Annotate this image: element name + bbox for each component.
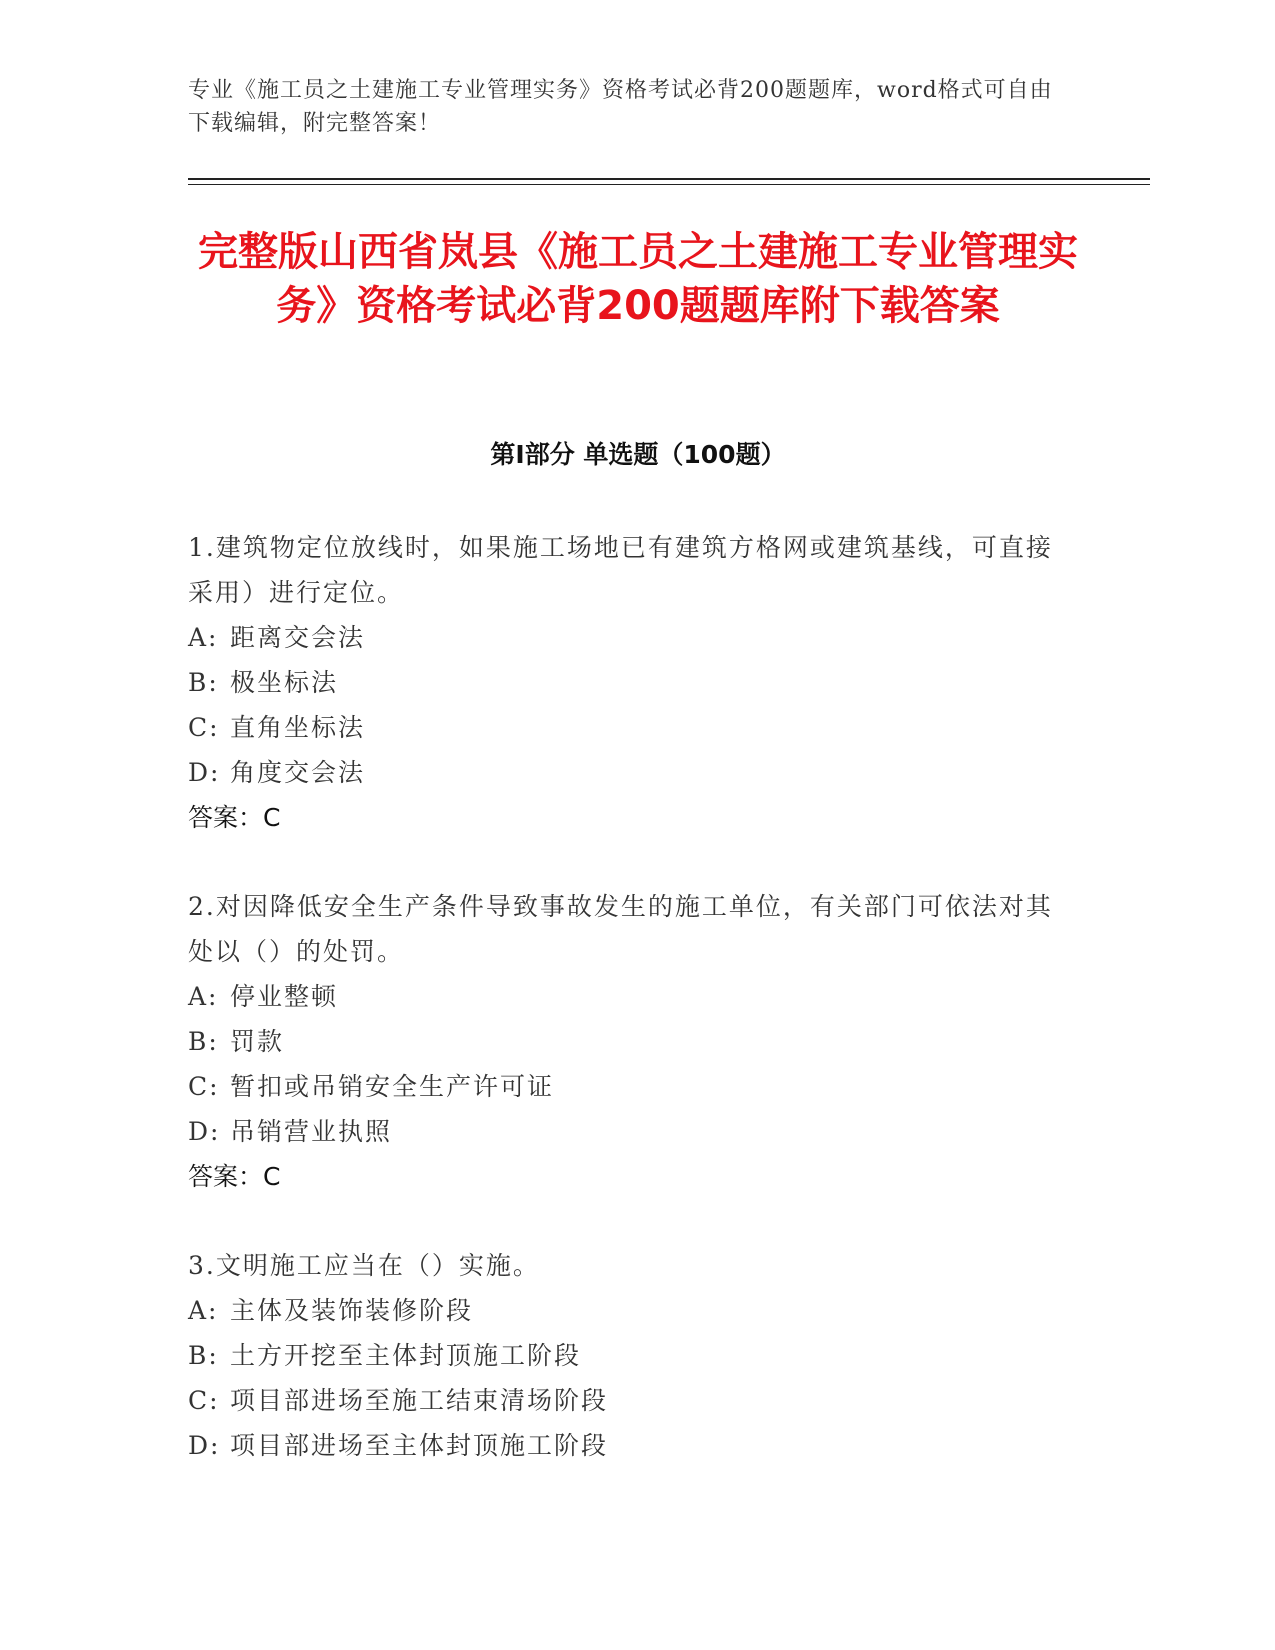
question-3: [188, 1243, 1068, 1468]
option-text: 项目部进场至施工结束清场阶段: [230, 1386, 609, 1415]
option-text: 吊销营业执照: [230, 1117, 393, 1146]
option-text: 角度交会法: [230, 758, 366, 787]
option-letter: C:: [188, 1072, 220, 1101]
answer: 答案：C: [188, 803, 281, 832]
option-d: [188, 1109, 1068, 1154]
option-c: [188, 1378, 1068, 1423]
option-text: 直角坐标法: [230, 713, 366, 742]
question-text: 1.建筑物定位放线时，如果施工场地已有建筑方格网或建筑基线，可直接采用）进行定位。: [188, 533, 1053, 607]
option-text: 停业整顿: [230, 982, 339, 1011]
option-a: [188, 615, 1068, 660]
option-text: 主体及装饰装修阶段: [230, 1296, 474, 1325]
option-letter: D:: [188, 1431, 221, 1460]
question-2: [188, 884, 1068, 1199]
option-letter: A:: [188, 623, 219, 652]
option-b: [188, 1333, 1068, 1378]
option-c: [188, 705, 1068, 750]
option-text: 项目部进场至主体封顶施工阶段: [230, 1431, 609, 1460]
option-d: [188, 1423, 1068, 1468]
question-text: 3.文明施工应当在（）实施。: [188, 1251, 540, 1280]
option-letter: A:: [188, 982, 219, 1011]
header-note: 专业《施工员之土建施工专业管理实务》资格考试必背200题题库，word格式可自由下载编辑，附完整答案！: [188, 78, 1053, 136]
option-letter: B:: [188, 1341, 219, 1370]
option-b: [188, 1019, 1068, 1064]
question-list: [188, 525, 1068, 1512]
option-letter: B:: [188, 1027, 219, 1056]
document-title: 完整版山西省岚县《施工员之土建施工专业管理实务》资格考试必背200题题库附下载答案: [198, 229, 1078, 329]
option-list: [188, 974, 1068, 1154]
header-rule-thick: [188, 178, 1150, 180]
option-text: 距离交会法: [230, 623, 366, 652]
option-letter: B:: [188, 668, 219, 697]
option-d: [188, 750, 1068, 795]
section-title: 第Ⅰ部分 单选题（100题）: [490, 440, 786, 469]
option-text: 土方开挖至主体封顶施工阶段: [230, 1341, 582, 1370]
question-1: [188, 525, 1068, 840]
option-text: 极坐标法: [230, 668, 339, 697]
option-c: [188, 1064, 1068, 1109]
option-letter: C:: [188, 1386, 220, 1415]
option-letter: D:: [188, 758, 221, 787]
option-a: [188, 1288, 1068, 1333]
option-letter: D:: [188, 1117, 221, 1146]
option-text: 暂扣或吊销安全生产许可证: [230, 1072, 555, 1101]
option-list: [188, 1288, 1068, 1468]
header-rule-thin: [188, 184, 1150, 185]
option-letter: C:: [188, 713, 220, 742]
option-b: [188, 660, 1068, 705]
question-text: 2.对因降低安全生产条件导致事故发生的施工单位，有关部门可依法对其处以（）的处罚。: [188, 892, 1053, 966]
option-a: [188, 974, 1068, 1019]
answer: 答案：C: [188, 1162, 281, 1191]
option-text: 罚款: [230, 1027, 285, 1056]
option-letter: A:: [188, 1296, 219, 1325]
option-list: [188, 615, 1068, 795]
